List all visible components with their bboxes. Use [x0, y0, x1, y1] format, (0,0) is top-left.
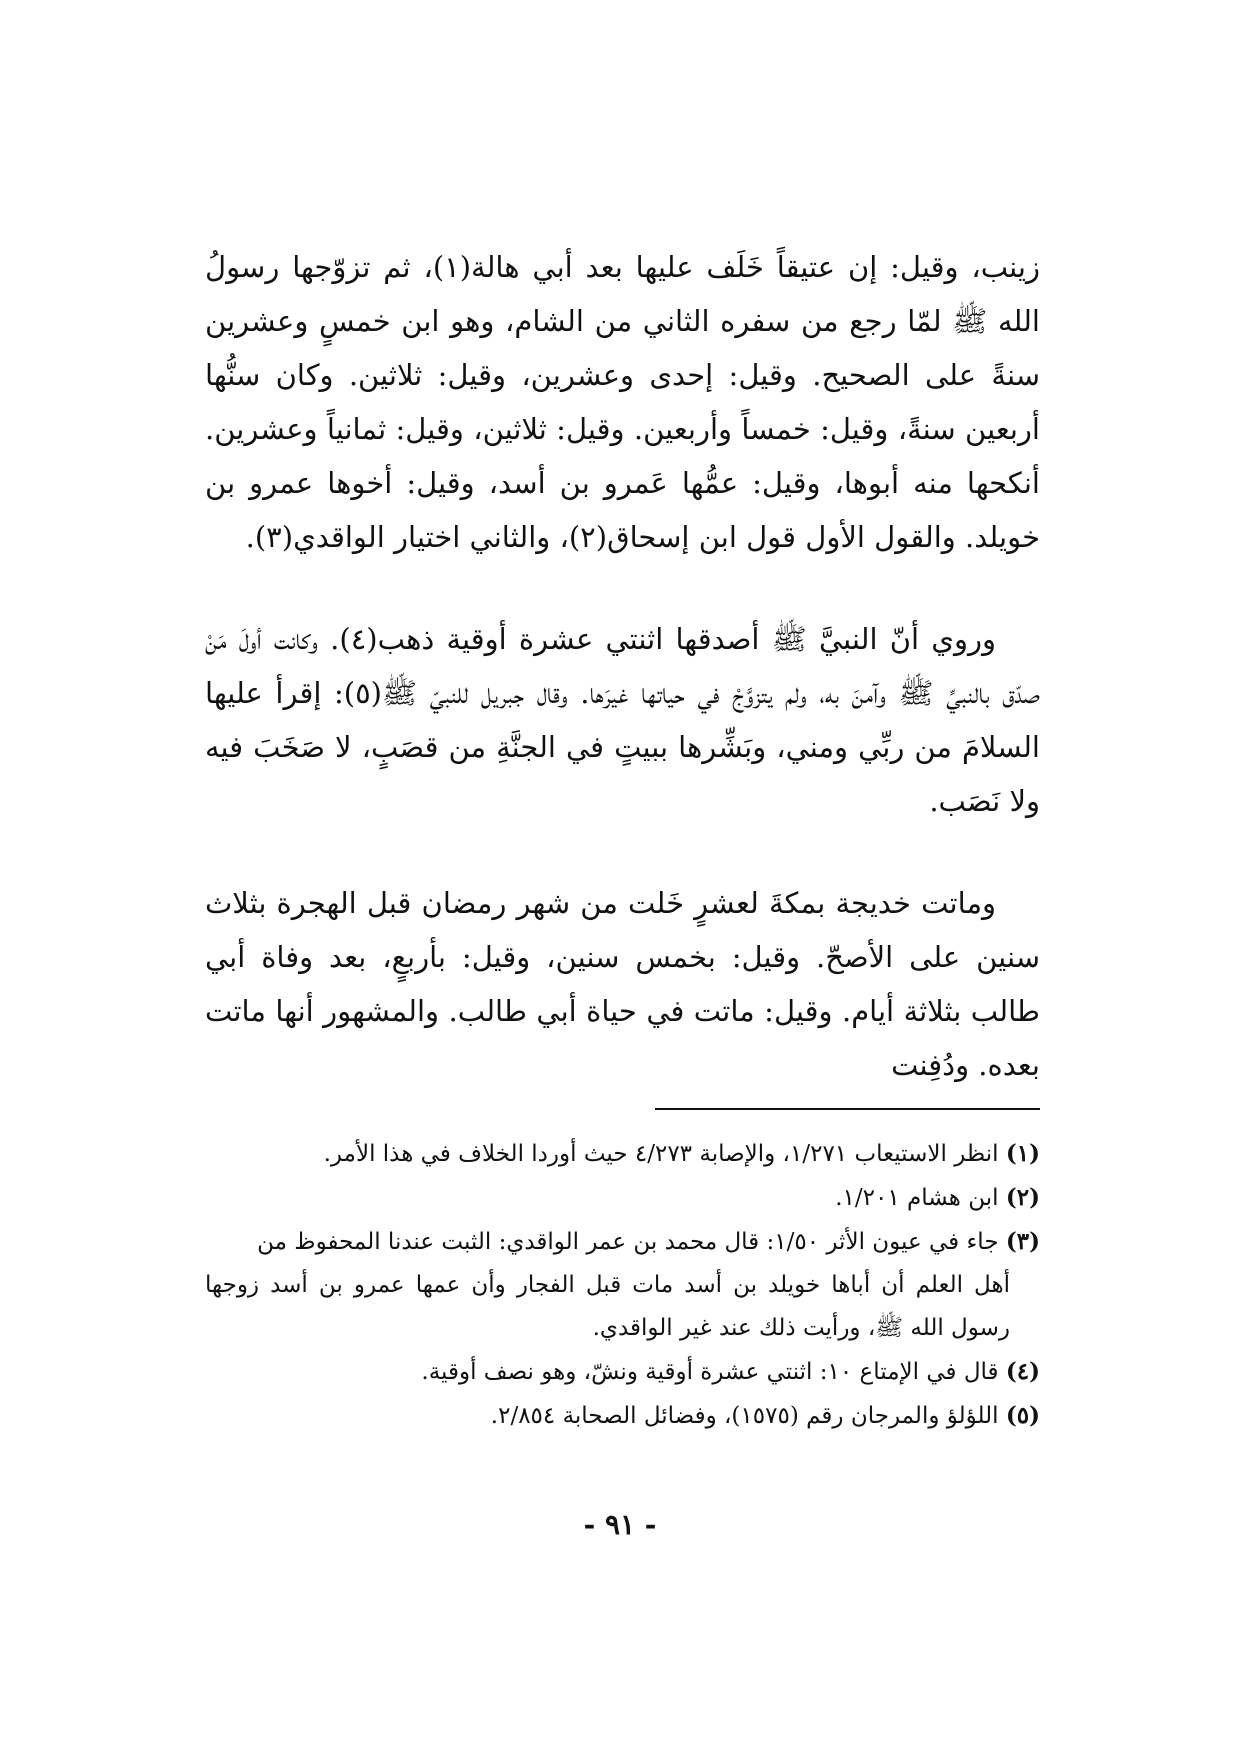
footnote-3 — [205, 1220, 1040, 1350]
footnote-text: قال في الإمتاع ١٠: اثنتي عشرة أوقية ونشّ، وهو نصف أوقية. — [421, 1359, 999, 1385]
page-number: - ٩١ - — [583, 1508, 657, 1541]
paragraph-1: زينب، وقيل: إن عتيقاً خَلَف عليها بعد أبي هالة(١)، ثم تزوّجها رسولُ الله ﷺ لمّا رجع من سفره الثاني من الشام، وهو ابن خمسٍ وعشرين سنةً على الصحيح. وقيل: إحدى وعشرين، وقيل: ثلاثين. وكان سنُّها أربعين سنةً، وقيل: خمساً وأربعين. وقيل: ثلاثين، وقيل: ثمانياً وعشرين. أنكحها منه أبوها، وقيل: عمُّها عَمرو بن أسد، وقيل: أخوها عمرو بن خويلد. والقول الأول قول ابن إسحاق(٢)، والثاني اختيار الواقدي(٣). — [205, 250, 1040, 554]
footnote-2 — [205, 1176, 1040, 1220]
paragraph-3: وماتت خديجة بمكةَ لعشرٍ خَلت من شهر رمضان قبل الهجرة بثلاث سنين على الأصحّ. وقيل: بخمس سنين، وقيل: بأربعٍ، بعد وفاة أبي طالب بثلاثة أيام. وقيل: ماتت في حياة أبي طالب. والمشهور أنها ماتت بعده. ودُفِنت — [205, 886, 1040, 1082]
footnote-number: (٣) — [1005, 1228, 1040, 1255]
footnote-number: (٥) — [1005, 1402, 1040, 1429]
footnote-text: اللؤلؤ والمرجان رقم (١٥٧٥)، وفضائل الصحابة ٢/٨٥٤. — [490, 1403, 999, 1429]
main-text — [205, 240, 1040, 1092]
footnote-5 — [205, 1394, 1040, 1438]
footnote-4 — [205, 1350, 1040, 1394]
footnote-text: ابن هشام ١/٢٠١. — [835, 1185, 999, 1211]
footnote-number: (٢) — [1005, 1184, 1040, 1211]
footnote-separator — [655, 1108, 1040, 1110]
footnote-number: (٤) — [1005, 1358, 1040, 1385]
footnote-number: (١) — [1005, 1140, 1040, 1167]
footnote-text: انظر الاستيعاب ١/٢٧١، والإصابة ٤/٢٧٣ حيث أوردا الخلاف في هذا الأمر. — [323, 1141, 999, 1167]
paragraph-2: وروي أنّ النبيَّ ﷺ أصدقها اثنتي عشرة أوقية ذهب(٤). وكانت أولَ مَنْ صدّق بالنبيِّ ﷺ وآمنَ به، ولم يتزوَّجْ في حياتها غيرَها. وقال جبريل للنبيّ ﷺ(٥): إقرأ عليها السلامَ من ربِّي ومني، وبَشِّرها ببيتٍ في الجنَّةِ من قصَبٍ، لا صَخَبَ فيه ولا نَصَب. — [205, 622, 1040, 818]
footnotes — [205, 1132, 1040, 1438]
footnote-continuation: أهل العلم أن أباها خويلد بن أسد مات قبل الفجار وأن عمها عمرو بن أسد زوجها رسول الله ﷺ، ورأيت ذلك عند غير الواقدي. — [205, 1272, 1010, 1341]
footnote-1 — [205, 1132, 1040, 1176]
footnote-text: جاء في عيون الأثر ١/٥٠: قال محمد بن عمر الواقدي: الثبت عندنا المحفوظ من — [257, 1229, 999, 1255]
